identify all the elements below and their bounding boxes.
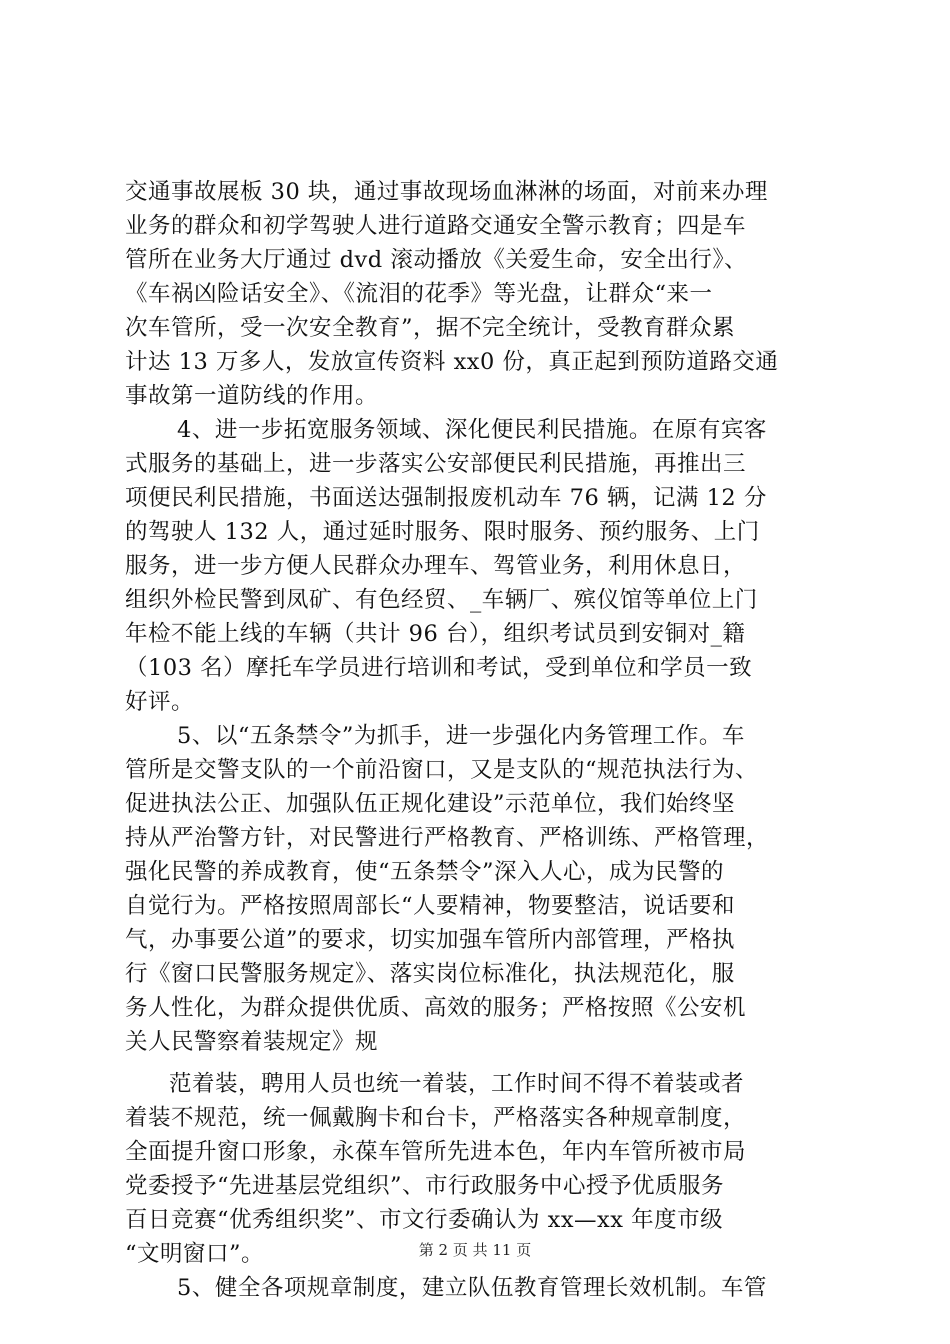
text-line: 年检不能上线的车辆（共计 96 台），组织考试员到安铜对_籍 bbox=[125, 621, 746, 647]
text-line: 行《窗口民警服务规定》、落实岗位标准化，执法规范化，服 bbox=[125, 961, 735, 987]
document-body bbox=[125, 175, 835, 1305]
text-line: 全面提升窗口形象，永葆车管所先进本色，年内车管所被市局 bbox=[125, 1139, 747, 1165]
text-line: 计达 13 万多人，发放宣传资料 xx0 份，真正起到预防道路交通 bbox=[125, 349, 779, 375]
text-line: 次车管所，受一次安全教育”，据不完全统计，受教育群众累 bbox=[125, 315, 736, 341]
text-line: 《车祸凶险话安全》、《流泪的花季》等光盘，让群众“来一 bbox=[125, 281, 713, 307]
text-line: 管所在业务大厅通过 dvd 滚动播放《关爱生命，安全出行》、 bbox=[125, 247, 748, 273]
text-line: 务人性化，为群众提供优质、高效的服务；严格按照《公安机 bbox=[125, 995, 747, 1021]
text-line: 强化民警的养成教育，使“五条禁令”深入人心，成为民警的 bbox=[125, 859, 725, 885]
text-line: 服务，进一步方便人民群众办理车、驾管业务，利用休息日， bbox=[125, 553, 747, 579]
text-line: 党委授予“先进基层党组织”、市行政服务中心授予优质服务 bbox=[125, 1173, 725, 1199]
text-line: 关人民警察着装规定》规 bbox=[125, 1029, 379, 1055]
text-line: 的驾驶人 132 人，通过延时服务、限时服务、预约服务、上门 bbox=[125, 519, 760, 545]
text-line: （103 名）摩托车学员进行培训和考试，受到单位和学员一致 bbox=[125, 655, 753, 681]
text-line: 自觉行为。严格按照周部长“人要精神，物要整洁，说话要和 bbox=[125, 893, 736, 919]
paragraph-5-start: 5、以“五条禁令”为抓手，进一步强化内务管理工作。车 bbox=[177, 723, 745, 749]
text-line: 百日竞赛“优秀组织奖”、市文行委确认为 xx—xx 年度市级 bbox=[125, 1207, 724, 1233]
text-line: “文明窗口”。 bbox=[125, 1241, 265, 1267]
text-line: 好评。 bbox=[125, 689, 195, 715]
text-line: 项便民利民措施，书面送达强制报废机动车 76 辆，记满 12 分 bbox=[125, 485, 767, 511]
page-number-footer: 第 2 页 共 11 页 bbox=[418, 1241, 532, 1259]
text-line: 事故第一道防线的作用。 bbox=[125, 383, 379, 409]
text-line: 组织外检民警到凤矿、有色经贸、_车辆厂、殡仪馆等单位上门 bbox=[125, 587, 758, 613]
text-line: 交通事故展板 30 块，通过事故现场血淋淋的场面，对前来办理 bbox=[125, 179, 768, 205]
text-line: 管所是交警支队的一个前沿窗口，又是支队的“规范执法行为、 bbox=[125, 757, 759, 783]
paragraph-5b-start: 5、健全各项规章制度，建立队伍教育管理长效机制。车管 bbox=[177, 1275, 767, 1301]
text-line: 持从严治警方针，对民警进行严格教育、严格训练、严格管理， bbox=[125, 825, 770, 851]
paragraph-continuation-start: 范着装，聘用人员也统一着装，工作时间不得不着装或者 bbox=[169, 1071, 745, 1097]
text-line: 着装不规范，统一佩戴胸卡和台卡，严格落实各种规章制度， bbox=[125, 1105, 747, 1131]
text-line: 业务的群众和初学驾驶人进行道路交通安全警示教育；四是车 bbox=[125, 213, 747, 239]
text-line: 气，办事要公道”的要求，切实加强车管所内部管理，严格执 bbox=[125, 927, 736, 953]
paragraph-4-start: 4、进一步拓宽服务领域、深化便民利民措施。在原有宾客 bbox=[177, 417, 767, 443]
text-line: 式服务的基础上，进一步落实公安部便民利民措施，再推出三 bbox=[125, 451, 747, 477]
text-line: 促进执法公正、加强队伍正规化建设”示范单位，我们始终坚 bbox=[125, 791, 736, 817]
